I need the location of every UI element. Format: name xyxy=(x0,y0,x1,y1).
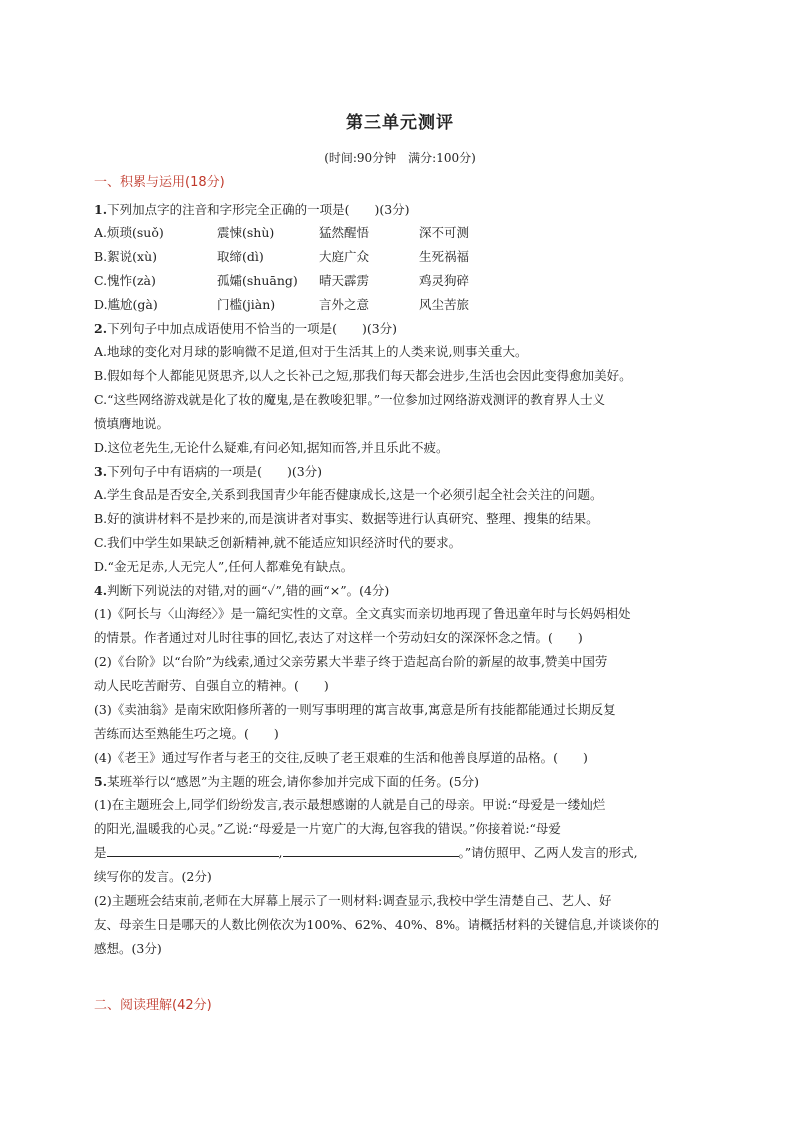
spacer xyxy=(94,961,706,995)
task-text: , xyxy=(278,845,283,860)
answer-blank-1[interactable] xyxy=(107,842,279,857)
option-cell: 晴天霹雳 xyxy=(319,273,370,288)
option-cell: 孤孀(shuāng) xyxy=(217,273,298,288)
question-stem: 下列句子中加点成语使用不恰当的一项是( )(3分) xyxy=(107,321,398,336)
task-line: 友、母亲生日是哪天的人数比例依次为100%、62%、40%、8%。请概括材料的关键信息,并谈谈你的 xyxy=(94,917,660,932)
section-label: 一、积累与运用 xyxy=(94,175,186,190)
option-cell: B.絮说(xù) xyxy=(94,249,158,264)
statement-line: 动人民吃苦耐劳、自强自立的精神。( ) xyxy=(94,678,329,693)
option-cell: 猛然醒悟 xyxy=(319,225,370,240)
option-cell: 风尘苦旅 xyxy=(419,297,470,312)
task-line: 续写你的发言。(2分) xyxy=(94,869,212,884)
option-cell: 震悚(shù) xyxy=(217,225,275,240)
statement-line: 的情景。作者通过对儿时往事的回忆,表达了对这样一个劳动妇女的深深怀念之情。( ) xyxy=(94,630,583,645)
option-cell: A.烦琐(suǒ) xyxy=(94,225,164,240)
answer-blank-2[interactable] xyxy=(283,842,459,857)
option-line: A.地球的变化对月球的影响微不足道,但对于生活其上的人类来说,则事关重大。 xyxy=(94,344,528,359)
option-cell: 鸡灵狗碎 xyxy=(419,273,470,288)
task-line: (2)主题班会结束前,老师在大屏幕上展示了一则材料:调查显示,我校中学生清楚自己、艺人、好 xyxy=(94,893,612,908)
option-cell: C.愧怍(zà) xyxy=(94,273,156,288)
question-stem: 某班举行以“感恩”为主题的班会,请你参加并完成下面的任务。(5分) xyxy=(107,774,480,789)
exam-page xyxy=(94,108,706,1021)
question-4 xyxy=(94,579,706,602)
question-stem: 下列句子中有语病的一项是( )(3分) xyxy=(107,464,323,479)
option-cell: D.尴尬(gà) xyxy=(94,297,158,312)
option-row xyxy=(94,269,706,293)
option-line: D.“金无足赤,人无完人”,任何人都难免有缺点。 xyxy=(94,559,354,574)
task-line: 的阳光,温暖我的心灵。”乙说:“母爱是一片宽广的大海,包容我的错误。”你接着说:“母爱 xyxy=(94,821,561,836)
option-cell: 深不可测 xyxy=(419,225,470,240)
statement-line: (4)《老王》通过写作者与老王的交往,反映了老王艰难的生活和他善良厚道的品格。( ) xyxy=(94,750,588,765)
question-2 xyxy=(94,317,706,340)
section-heading-1 xyxy=(94,172,706,194)
section-heading-2 xyxy=(94,995,706,1017)
question-stem: 判断下列说法的对错,对的画“✓”,错的画“×”。(4分) xyxy=(107,583,390,598)
option-line: B.好的演讲材料不是抄来的,而是演讲者对事实、数据等进行认真研究、整理、搜集的结果。 xyxy=(94,511,599,526)
section-score: (18分) xyxy=(185,175,225,190)
option-line: D.这位老先生,无论什么疑难,有问必知,据知而答,并且乐此不疲。 xyxy=(94,440,449,455)
task-line-with-blanks xyxy=(94,841,706,865)
question-number: 5. xyxy=(94,774,108,789)
option-row xyxy=(94,293,706,317)
option-cell: 门槛(jiàn) xyxy=(217,297,276,312)
statement-line: (1)《阿长与〈山海经〉》是一篇纪实性的文章。全文真实而亲切地再现了鲁迅童年时与长妈妈相处 xyxy=(94,606,631,621)
exam-meta: (时间:90分钟 满分:100分) xyxy=(324,151,476,165)
question-number: 4. xyxy=(94,583,108,598)
option-line: B.假如每个人都能见贤思齐,以人之长补己之短,那我们每天都会进步,生活也会因此变得愈加美好。 xyxy=(94,368,632,383)
option-line: C.我们中学生如果缺乏创新精神,就不能适应知识经济时代的要求。 xyxy=(94,535,462,550)
statement-line: (2)《台阶》以“台阶”为线索,通过父亲劳累大半辈子终于造起高台阶的新屋的故事,赞美中国劳 xyxy=(94,654,608,669)
option-cell: 生死祸福 xyxy=(419,249,470,264)
question-3 xyxy=(94,460,706,483)
option-line: 愤填膺地说。 xyxy=(94,416,170,431)
option-cell: 言外之意 xyxy=(319,297,370,312)
option-line: A.学生食品是否安全,关系到我国青少年能否健康成长,这是一个必须引起全社会关注的问题。 xyxy=(94,487,603,502)
question-stem: 下列加点字的注音和字形完全正确的一项是( )(3分) xyxy=(107,202,410,217)
task-text: 是 xyxy=(94,845,107,860)
task-text: 。”请仿照甲、乙两人发言的形式, xyxy=(458,845,638,860)
option-line: C.“这些网络游戏就是化了妆的魔鬼,是在教唆犯罪。”一位参加过网络游戏测评的教育界人士义 xyxy=(94,392,606,407)
task-line: 感想。(3分) xyxy=(94,941,162,956)
section-label: 二、阅读理解 xyxy=(94,998,173,1013)
section-score: (42分) xyxy=(172,998,212,1013)
option-row xyxy=(94,221,706,245)
option-row xyxy=(94,245,706,269)
option-cell: 大庭广众 xyxy=(319,249,370,264)
question-number: 2. xyxy=(94,321,108,336)
question-5 xyxy=(94,770,706,793)
statement-line: 苦练而达至熟能生巧之境。( ) xyxy=(94,726,279,741)
question-number: 3. xyxy=(94,464,108,479)
page-title: 第三单元测评 xyxy=(346,113,454,133)
statement-line: (3)《卖油翁》是南宋欧阳修所著的一则写事明理的寓言故事,寓意是所有技能都能通过长期反复 xyxy=(94,702,616,717)
task-line: (1)在主题班会上,同学们纷纷发言,表示最想感谢的人就是自己的母亲。甲说:“母爱是一缕灿烂 xyxy=(94,797,606,812)
option-cell: 取缔(dì) xyxy=(217,249,264,264)
question-number: 1. xyxy=(94,202,108,217)
question-1 xyxy=(94,198,706,221)
